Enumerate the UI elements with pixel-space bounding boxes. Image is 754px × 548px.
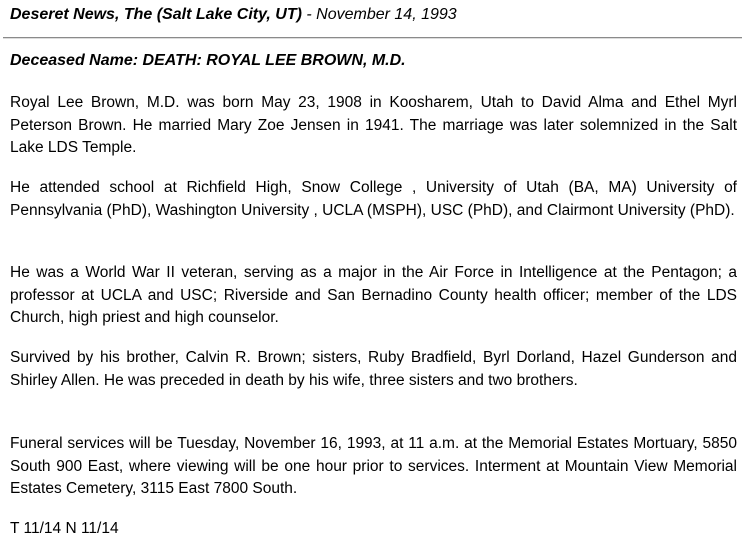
paragraph-survivors: Survived by his brother, Calvin R. Brown; sisters, Ruby Bradfield, Byrl Dorland, Hazel Gunderson and Shirley Allen. He was preceded in death by his wife, three sisters and two brothers.: [10, 349, 737, 389]
paragraph-funeral: Funeral services will be Tuesday, November 16, 1993, at 11 a.m. at the Memorial Estates Mortuary, 5850 South 900 East, where viewing will be one hour prior to services. Interment at Mountain View Memorial Estates Cemetery, 3115 East 7800 South.: [10, 435, 737, 497]
header-separator: -: [301, 6, 317, 23]
publication-codes: T 11/14 N 11/14: [10, 520, 119, 537]
deceased-name: Deceased Name: DEATH: ROYAL LEE BROWN, M.D.: [10, 52, 406, 69]
paragraph-education: He attended school at Richfield High, Snow College , University of Utah (BA, MA) University of Pennsylvania (PhD), Washington University , UCLA (MSPH), USC (PhD), and Clairmont University (PhD).: [10, 179, 737, 219]
article-header: [10, 6, 457, 24]
paragraph-career: He was a World War II veteran, serving as a major in the Air Force in Intelligence at the Pentagon; a professor at UCLA and USC; Riverside and San Bernadino County health officer; member of the LDS Church, high priest and high counselor.: [10, 264, 737, 326]
publication-date: November 14, 1993: [316, 6, 457, 23]
header-divider: [3, 37, 742, 39]
paragraph-birth: Royal Lee Brown, M.D. was born May 23, 1908 in Koosharem, Utah to David Alma and Ethel Myrl Peterson Brown. He married Mary Zoe Jensen in 1941. The marriage was later solemnized in the Salt Lake LDS Temple.: [10, 94, 737, 156]
newspaper-source: Deseret News, The (Salt Lake City, UT): [10, 6, 302, 23]
